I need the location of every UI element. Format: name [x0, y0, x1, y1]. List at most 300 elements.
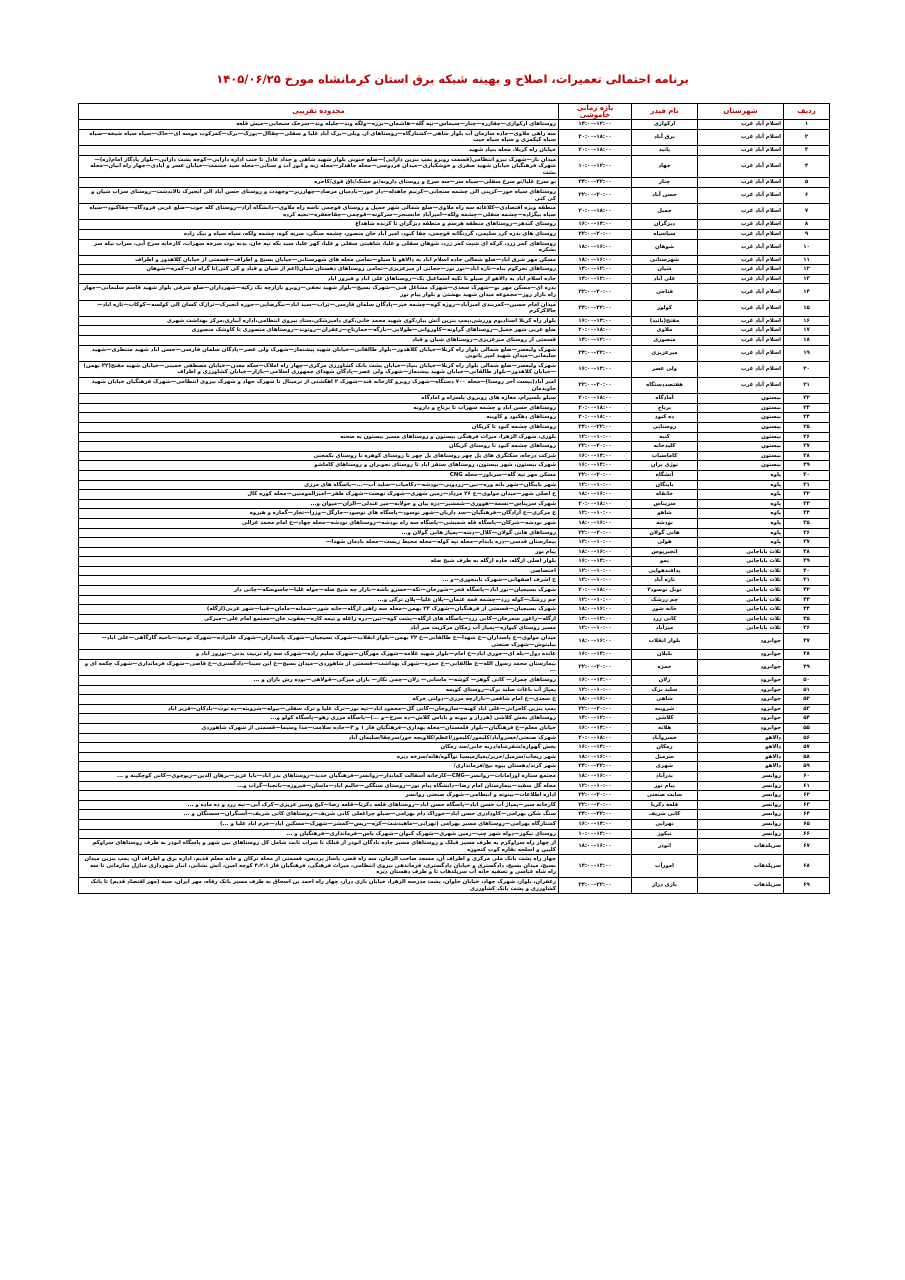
row-number-cell: ۱۸: [784, 336, 830, 346]
table-row: [79, 723, 830, 733]
row-number-cell: ۶۱: [784, 781, 830, 791]
table-row: [79, 624, 830, 634]
table-row: [79, 155, 830, 178]
area-cell: میدان مولوی—خ پاسداران—خ شهدا—خ طالقانی—خ ۲۲ بهمن—بلوار انقلاب—شهرک بسیجیان—شهرک پاسداران—شهرک علیزاده—شهرک توحید—ناحیه گارگاهی—علی اباد—بیلیتوش—شهرک صنعتی: [79, 634, 559, 650]
county-cell: پاوه: [698, 509, 784, 519]
county-cell: جوانرود: [698, 695, 784, 705]
county-cell: بیستون: [698, 442, 784, 452]
row-number-cell: ۹: [784, 229, 830, 239]
feeder-name-cell: بدرآباد: [632, 771, 698, 781]
outage-time-cell: ۱۴:۰۰–۱۶:۰۰: [559, 557, 632, 567]
outage-time-cell: ۱۶:۰۰–۱۸:۰۰: [559, 771, 632, 781]
feeder-name-cell: حمزه: [632, 659, 698, 675]
county-cell: دالاهو: [698, 752, 784, 762]
area-cell: امیر آباد(بیست آخر روستا)—محله ۷۰۰ دستگاه—شهرک روبرو کارخانه قند—شهرک ۲ اهکشتی از ترمینال تا شهرک جهاد و شهرک نیروی انتظامی—شهرک فرهنگیان خیابان شهید جاویدمان: [79, 378, 559, 394]
header-row-number: ردیف: [784, 104, 830, 120]
area-cell: مسکن مهر تپه گله—سرباور—محله CNG: [79, 470, 559, 480]
table-row: [79, 265, 830, 275]
outage-time-cell: ۲۰:۰۰–۲۲:۰۰: [559, 800, 632, 810]
table-row: [79, 422, 830, 432]
table-row: [79, 800, 830, 810]
table-row: [79, 762, 830, 772]
table-row: [79, 413, 830, 423]
feeder-name-cell: کلاشی: [632, 714, 698, 724]
area-cell: شهرک ولیعصر—ضلع شمالی بلوار راه کربلا—خیابان کلاهدوز—بلوار طالقانی—خیابان شهید پیشنماز—شهرک ولی عصر—پادگان سلمان فارسی—حسن اباد شهید منتظری—شهید سلیمانی—میدان شهید امیر پانوبی: [79, 345, 559, 361]
county-cell: بیستون: [698, 432, 784, 442]
table-row: [79, 345, 830, 361]
feeder-name-cell: مفتح(پاتید): [632, 316, 698, 326]
row-number-cell: ۲۴: [784, 413, 830, 423]
outage-time-cell: ۱۸:۰۰–۲۰:۰۰: [559, 394, 632, 404]
county-cell: اسلام آباد غرب: [698, 178, 784, 188]
county-cell: پاوه: [698, 538, 784, 548]
table-row: [79, 676, 830, 686]
table-row: [79, 733, 830, 743]
outage-time-cell: ۱۰:۰۰–۱۲:۰۰: [559, 509, 632, 519]
table-row: [79, 239, 830, 255]
area-cell: سیلو بلسپرام، مغازه های روبروی پلسراه و امادگاه: [79, 394, 559, 404]
county-cell: سرپلذهاب: [698, 839, 784, 855]
area-cell: سه راهی ملاوی—جاده سازمان آب بلوار شاهی—کشتارگاه—روستاهای ازـ وبلی—برک آباد علیا و سفلی—چقاال—بوزک—برک—کمرکوب موسه ای—خاک—سیاه سیاه شیخه—سیاه سیاه کیکمری و سیاه سیاه جیب: [79, 129, 559, 145]
feeder-name-cell: بلوار انقلاب: [632, 634, 698, 650]
area-cell: شهرک بسیجیان—نور اباد—پاسگاه فجر—شورخان—تکه—خسرو باشه—بازار چه شیخ صله—جوله علیا—جاسوسکه—چانی دار: [79, 586, 559, 596]
area-cell: پمپاژ آب باغات سلید برک—روستای کویمه: [79, 685, 559, 695]
row-number-cell: ۶: [784, 187, 830, 203]
outage-time-cell: ۱۸:۰۰–۲۰:۰۰: [559, 204, 632, 220]
area-cell: سنگ شکن بهرامی—کاودادری حسن اباد—خوراک دام بهرامی—سیلو چراغعلی کانی شریف—روستاهای کانی شریف—آسنگران—سسنگان و ...: [79, 810, 559, 820]
feeder-name-cell: بمو: [632, 557, 698, 567]
outage-time-cell: ۱۰:۰۰–۱۲:۰۰: [559, 781, 632, 791]
row-number-cell: ۳۳: [784, 499, 830, 509]
county-cell: پاوه: [698, 490, 784, 500]
county-cell: اسلام آباد غرب: [698, 316, 784, 326]
area-cell: ضلع غربی شهر حمیل—روستاهای گراونه—کاوروانی—طولابی—بازگه—خمارتاج—زعفران—روتوند—روستاهای منصوری تا کاوشک منصوری: [79, 326, 559, 336]
feeder-name-cell: فتاحی: [632, 284, 698, 300]
feeder-name-cell: امورآب: [632, 855, 698, 878]
outage-time-cell: ۲۲:۰۰–۲۴:۰۰: [559, 345, 632, 361]
outage-time-cell: ۱۲:۰۰–۱۴:۰۰: [559, 120, 632, 130]
feeder-name-cell: هلانه: [632, 723, 698, 733]
outage-time-cell: ۱۲:۰۰–۱۰:۰۰: [559, 829, 632, 839]
row-number-cell: ۶۶: [784, 829, 830, 839]
feeder-name-cell: حسن آباد: [632, 187, 698, 203]
county-cell: پاوه: [698, 528, 784, 538]
table-row: [79, 284, 830, 300]
table-row: [79, 378, 830, 394]
outage-time-cell: ۱۴:۰۰–۱۶:۰۰: [559, 819, 632, 829]
outage-time-cell: ۱۸:۰۰–۲۰:۰۰: [559, 129, 632, 145]
feeder-name-cell: برق آباد: [632, 129, 698, 145]
row-number-cell: ۳۹: [784, 557, 830, 567]
row-number-cell: ۱۴: [784, 284, 830, 300]
feeder-name-cell: هفتصددستگاه: [632, 378, 698, 394]
table-row: [79, 829, 830, 839]
county-cell: اسلام آباد غرب: [698, 336, 784, 346]
county-cell: ثلاث باباجانی: [698, 566, 784, 576]
table-row: [79, 839, 830, 855]
table-row: [79, 461, 830, 471]
area-cell: مجتمع ستاره اورامانات—روانسر—CNG—کارخانه آسفالت کماندار—روانسر—فرهنگیان جدید—روستاهای بدر اباد—بابا عزیز—برهان الدین—زیوجوی—کانی کوچکینه و ...: [79, 771, 559, 781]
outage-time-cell: ۱۴:۰۰–۱۶:۰۰: [559, 461, 632, 471]
feeder-name-cell: نیکوز: [632, 829, 698, 839]
area-cell: تو سرخ علیا/تو سرخ سفلی—سیاه سر—سه سرخ و روستای دارونه/تو خشک/تاق قوی/کاحره: [79, 178, 559, 188]
county-cell: اسلام آباد غرب: [698, 239, 784, 255]
table-row: [79, 451, 830, 461]
table-row: [79, 791, 830, 801]
area-cell: کارخانه سیر—پمپاژ آب حسن اباد—پاسگاه حسن اباد—روستاهای قلعه دکریا—قلعه رضا—کیخ وسیر عزیزی—کرک آبی—تپه زرد و ده ماده و ...: [79, 800, 559, 810]
table-row: [79, 361, 830, 377]
table-row: [79, 634, 830, 650]
row-number-cell: ۱۷: [784, 326, 830, 336]
row-number-cell: ۲۶: [784, 432, 830, 442]
table-row: [79, 819, 830, 829]
county-cell: اسلام آباد غرب: [698, 378, 784, 394]
area-cell: میدان امام حسین—کمربندی امیرآباد—روزه کوه—چشمه خیر—پادگان سلمان فارسی—تزاب—سید اباد—بیگرضایی—جوزه انجیرک—ترازک کسان الی کولسه—کوکاب—تازه اباد—جالاکرکرم: [79, 300, 559, 316]
row-number-cell: ۶۹: [784, 878, 830, 894]
county-cell: اسلام آباد غرب: [698, 155, 784, 178]
area-cell: اختصاصی: [79, 566, 559, 576]
county-cell: دالاهو: [698, 743, 784, 753]
outage-time-cell: ۱۶:۰۰–۱۸:۰۰: [559, 605, 632, 615]
table-row: [79, 538, 830, 548]
feeder-name-cell: زلان: [632, 676, 698, 686]
outage-time-cell: ۱۶:۰۰–۱۸:۰۰: [559, 695, 632, 705]
row-number-cell: ۱: [784, 120, 830, 130]
area-cell: کشتارگاه بهرامی—روستاهای مسیر بهرامی (نهرابی—ماهیدشت—کره—ریس—کمشر—شهرک—مسکین اباد—خرم اباد علیا و ...): [79, 819, 559, 829]
area-cell: روستاهای چشمه کبود تا روستای کریکان: [79, 442, 559, 452]
table-row: [79, 547, 830, 557]
table-row: [79, 509, 830, 519]
table-row: [79, 274, 830, 284]
row-number-cell: ۱۱: [784, 255, 830, 265]
table-row: [79, 576, 830, 586]
county-cell: اسلام آباد غرب: [698, 345, 784, 361]
table-row: [79, 316, 830, 326]
outage-time-cell: ۱۲:۰۰–۱۰:۰۰: [559, 155, 632, 178]
area-cell: روستاهای حسن اباد و چشمه سهراب تا برناج و دارونه: [79, 403, 559, 413]
feeder-name-cell: باینگان: [632, 480, 698, 490]
table-row: [79, 878, 830, 894]
county-cell: جوانرود: [698, 704, 784, 714]
county-cell: بیستون: [698, 403, 784, 413]
area-cell: خیابان معلم—خ فرهنگیان—بلوار قلمستان—محله بهداری—فرهنگیان فاز ۱ و ۲—جاده سلامت—مدا وسیما—قسمتی از شهرک شاهوردی: [79, 723, 559, 733]
feeder-name-cell: بلبلان: [632, 650, 698, 660]
outage-time-cell: ۱۰:۰۰–۱۲:۰۰: [559, 685, 632, 695]
table-row: [79, 605, 830, 615]
area-cell: بیمارستان قدسی—دره بابدام—محله تپه کوله—محله محیط زیست—محله بادمان شهدا—: [79, 538, 559, 548]
row-number-cell: ۳۰: [784, 470, 830, 480]
area-cell: روستاهای ارکوازی—چقارزه—چنار—سیماس—تپه گله—هاشمان—برزه—ولگه وند—جلیله وند—سرخک سنجابی—میش قلعه: [79, 120, 559, 130]
row-number-cell: ۳۸: [784, 547, 830, 557]
row-number-cell: ۶۴: [784, 810, 830, 820]
outage-time-cell: ۱۶:۰۰–۱۸:۰۰: [559, 634, 632, 650]
area-cell: روستای نیکوز—دوله شهر چپ—زمین شهری—شهرک کیوان—شهرک یاس—فرمانداری—فرهنگیان و ...: [79, 829, 559, 839]
county-cell: اسلام آباد غرب: [698, 284, 784, 300]
outage-time-cell: ۱۰:۰۰–۱۲:۰۰: [559, 595, 632, 605]
feeder-name-cell: روستایی: [632, 422, 698, 432]
outage-time-cell: ۱۰:۰۰–۱۲:۰۰: [559, 576, 632, 586]
feeder-name-cell: زمکان: [632, 743, 698, 753]
area-cell: بخش گهواره/شفرشاه/دربه خانی/سد زمکان: [79, 743, 559, 753]
county-cell: روانسر: [698, 819, 784, 829]
outage-time-cell: ۱۶:۰۰–۱۸:۰۰: [559, 490, 632, 500]
county-cell: اسلام آباد غرب: [698, 300, 784, 316]
row-number-cell: ۴۵: [784, 614, 830, 624]
outage-time-cell: ۱۲:۰۰–۱۴:۰۰: [559, 265, 632, 275]
outage-time-cell: ۲۰:۰۰–۲۲:۰۰: [559, 229, 632, 239]
row-number-cell: ۴۴: [784, 605, 830, 615]
row-number-cell: ۵: [784, 178, 830, 188]
feeder-name-cell: شهرستانی: [632, 255, 698, 265]
row-number-cell: ۴: [784, 155, 830, 178]
county-cell: روانسر: [698, 771, 784, 781]
outage-time-cell: ۲۰:۰۰–۲۲:۰۰: [559, 528, 632, 538]
table-row: [79, 432, 830, 442]
outage-time-cell: ۲۰:۰۰–۲۲:۰۰: [559, 704, 632, 714]
outage-time-cell: ۱۲:۰۰–۱۴:۰۰: [559, 855, 632, 878]
county-cell: ثلاث باباجانی: [698, 624, 784, 634]
county-cell: جوانرود: [698, 659, 784, 675]
outage-time-cell: ۲۰:۰۰–۲۲:۰۰: [559, 378, 632, 394]
outage-time-cell: ۲۲:۰۰–۲۴:۰۰: [559, 300, 632, 316]
row-number-cell: ۴۱: [784, 576, 830, 586]
feeder-name-cell: خانه شور: [632, 605, 698, 615]
row-number-cell: ۲۲: [784, 394, 830, 404]
feeder-name-cell: کنبه: [632, 432, 698, 442]
feeder-name-cell: کلیدخانه: [632, 442, 698, 452]
feeder-name-cell: ده کبود: [632, 413, 698, 423]
row-number-cell: ۳۵: [784, 518, 830, 528]
area-cell: شهر کرند/دهستان بیوه نیج/فرمانداری/: [79, 762, 559, 772]
feeder-name-cell: بازی دراز: [632, 878, 698, 894]
feeder-name-cell: ملاوی: [632, 326, 698, 336]
county-cell: ثلاث باباجانی: [698, 547, 784, 557]
row-number-cell: ۳: [784, 145, 830, 155]
county-cell: روانسر: [698, 800, 784, 810]
row-number-cell: ۸: [784, 220, 830, 230]
county-cell: پاوه: [698, 480, 784, 490]
county-cell: ثلاث باباجانی: [698, 605, 784, 615]
table-row: [79, 659, 830, 675]
area-cell: روستاهای چمزار— کانی گوهر— کوشه— ماسانی— زلان—چمی نکار— باران میرکی—قولاهی—نوده رش باران و ...: [79, 676, 559, 686]
feeder-name-cell: شاهو: [632, 509, 698, 519]
row-number-cell: ۵۲: [784, 695, 830, 705]
table-row: [79, 752, 830, 762]
header-feeder-name: نام فیدر: [632, 104, 698, 120]
row-number-cell: ۴۹: [784, 659, 830, 675]
feeder-name-cell: دیزگران: [632, 220, 698, 230]
row-number-cell: ۳۱: [784, 480, 830, 490]
outage-time-cell: ۱۰:۰۰–۱۲:۰۰: [559, 432, 632, 442]
county-cell: جوانرود: [698, 634, 784, 650]
outage-time-cell: ۱۰:۰۰–۱۲:۰۰: [559, 538, 632, 548]
area-cell: روستاهای چشمه کبود تا کریکان: [79, 422, 559, 432]
county-cell: روانسر: [698, 781, 784, 791]
row-number-cell: ۳۷: [784, 538, 830, 548]
area-cell: روستاهای دهکبود و کاوینه: [79, 413, 559, 423]
table-body: [79, 120, 830, 894]
feeder-name-cell: کانی زرد: [632, 614, 698, 624]
area-cell: شهر ریجاب/سرمیل/حریر/پمپاژمیسیا نوآگوه/هانه/سرخه دیزه: [79, 752, 559, 762]
county-cell: بیستون: [698, 394, 784, 404]
row-number-cell: ۵۹: [784, 762, 830, 772]
area-cell: روستاهای بخش کلاشی (هرزاز و بیونه و باباس کلاش—ده سرخ—و ...)—پاسگاه مرزی رهو—پاسگاه کولو و...: [79, 714, 559, 724]
row-number-cell: ۵۸: [784, 752, 830, 762]
outage-time-cell: ۲۰:۰۰–۲۲:۰۰: [559, 659, 632, 675]
table-row: [79, 810, 830, 820]
county-cell: اسلام آباد غرب: [698, 120, 784, 130]
table-row: [79, 229, 830, 239]
feeder-name-cell: شوهان: [632, 239, 698, 255]
table-row: [79, 145, 830, 155]
feeder-name-cell: کانی شریف: [632, 810, 698, 820]
row-number-cell: ۶۲: [784, 791, 830, 801]
table-row: [79, 528, 830, 538]
row-number-cell: ۲: [784, 129, 830, 145]
area-cell: شهرک صنعتی/خسروآباد/کلیمور/کلیمور/اعظم/کلاویجه خور/سرچقا/سلیمان آباد: [79, 733, 559, 743]
feeder-name-cell: پاتید: [632, 145, 698, 155]
row-number-cell: ۴۸: [784, 650, 830, 660]
table-row: [79, 403, 830, 413]
feeder-name-cell: خسروآباد: [632, 733, 698, 743]
row-number-cell: ۱۹: [784, 345, 830, 361]
table-header: [79, 104, 830, 120]
outage-time-cell: ۱۴:۰۰–۱۶:۰۰: [559, 361, 632, 377]
feeder-name-cell: قلعه دکریا: [632, 800, 698, 810]
outage-time-cell: ۱۶:۰۰–۱۸:۰۰: [559, 752, 632, 762]
county-cell: ثلاث باباجانی: [698, 614, 784, 624]
outage-time-cell: ۱۰:۰۰–۱۲:۰۰: [559, 624, 632, 634]
feeder-name-cell: هانی گولان: [632, 528, 698, 538]
area-cell: روستای کندهر—روستاهای منطقه هرسم و منطقه دیزگران تا کرنده شاهداغ: [79, 220, 559, 230]
row-number-cell: ۵۰: [784, 676, 830, 686]
outage-time-cell: ۱۸:۰۰–۲۰:۰۰: [559, 413, 632, 423]
row-number-cell: ۵۱: [784, 685, 830, 695]
table-row: [79, 442, 830, 452]
area-cell: محله گل سفید—بیمارستان امام رضا—دانشگاه پیام نور—روستای سنگکن—خالیم اباد—ماسان—فیروزه—بانجبا—گراب و...: [79, 781, 559, 791]
county-cell: اسلام آباد غرب: [698, 220, 784, 230]
outage-time-cell: ۱۸:۰۰–۲۰:۰۰: [559, 145, 632, 155]
outage-time-cell: ۱۶:۰۰–۱۸:۰۰: [559, 547, 632, 557]
outage-time-cell: ۱۴:۰۰–۱۶:۰۰: [559, 451, 632, 461]
row-number-cell: ۳۶: [784, 528, 830, 538]
area-cell: شهرک بسیجیان—قسمتی از فرهنگیان—شهرک ۲۲ بهمن—محله سه راهی ازگله—خانه شور—شمانه—مامان—قبیا—شهر غربی(ازگله): [79, 605, 559, 615]
area-cell: خ سعدی—خ امام شافعی—بازارچه مرزی—دولتی خرکه: [79, 695, 559, 705]
county-cell: اسلام آباد غرب: [698, 129, 784, 145]
row-number-cell: ۶۸: [784, 855, 830, 878]
area-cell: بلوار اصلی ازگله، جاده ازگله به طرف شیخ صله: [79, 557, 559, 567]
row-number-cell: ۲۳: [784, 403, 830, 413]
area-cell: روستاهای نخرکوم بناه—تازه اباد—نور نور—ججانی از میرعزیزی—تمامی روستاهای دهستان شیان(اعم از شیان و قباد و کی کنی)تا گراه ای—کمره—شوهان: [79, 265, 559, 275]
header-row: [79, 104, 830, 120]
feeder-name-cell: انجیرپوس: [632, 547, 698, 557]
row-number-cell: ۲۸: [784, 451, 830, 461]
county-cell: بیستون: [698, 451, 784, 461]
row-number-cell: ۴۷: [784, 634, 830, 650]
feeder-name-cell: سایت صنعتی: [632, 791, 698, 801]
outage-time-cell: ۱۶:۰۰–۱۸:۰۰: [559, 239, 632, 255]
outage-time-cell: ۲۰:۰۰–۲۲:۰۰: [559, 791, 632, 801]
table-row: [79, 695, 830, 705]
area-cell: میدان باز—شهرک نیرو انتظامی(قسمت روبرو پمپ بنزین دارایی)—ضلع جنوبی بلوار شهید شاهی و حداد عادل تا جنب اداره دارایی—کوچه پشت دارایی—بلوار یادگار امام(ره)—شهرک فرهنگیان خیابان شهید صفری و خوشکباری—میدان فردوسی—محله جاهدلر—محله زبه و انور آب و سنانی—محله سید حشمت—خیابان عسر و آبادی—جهار راه ابیان—محله بشت: [79, 155, 559, 178]
row-number-cell: ۶۵: [784, 819, 830, 829]
table-row: [79, 704, 830, 714]
table-row: [79, 394, 830, 404]
area-cell: بلوری، شهرک الزهرا، میرات فرهنگی بیستون و روستاهای مسیر بیستون به صحنه: [79, 432, 559, 442]
feeder-name-cell: کولور: [632, 300, 698, 316]
row-number-cell: ۴۰: [784, 566, 830, 576]
outage-time-cell: ۲۰:۰۰–۲۲:۰۰: [559, 442, 632, 452]
county-cell: ثلاث باباجانی: [698, 586, 784, 596]
outage-time-cell: ۲۲:۰۰–۲۴:۰۰: [559, 762, 632, 772]
county-cell: بیستون: [698, 461, 784, 471]
outage-time-cell: ۲۲:۰۰–۲۴:۰۰: [559, 178, 632, 188]
county-cell: بیستون: [698, 413, 784, 423]
row-number-cell: ۲۹: [784, 461, 830, 471]
county-cell: روانسر: [698, 791, 784, 801]
area-cell: روستای های بدره کرد سلیمی، گردنگانه قوچمی، چقا کبود، امیر آباد خان منصور، چشمه سنگی، سربه کوه، چشمه ولکه، سیاه سیاه و بیک زاده: [79, 229, 559, 239]
header-outage-time: بازه زمانی خاموشی: [559, 104, 632, 120]
feeder-name-cell: آتشگاه: [632, 470, 698, 480]
outage-time-cell: ۱۴:۰۰–۱۶:۰۰: [559, 650, 632, 660]
outage-time-cell: ۱۴:۰۰–۱۶:۰۰: [559, 220, 632, 230]
table-row: [79, 518, 830, 528]
feeder-name-cell: آمادگاه: [632, 394, 698, 404]
row-number-cell: ۲۵: [784, 422, 830, 432]
feeder-name-cell: پدافندهوایی: [632, 566, 698, 576]
table-row: [79, 336, 830, 346]
area-cell: خیابان راه کربلا، محله بنیاد شهید: [79, 145, 559, 155]
area-cell: شهرک بیستون، شهر بیستون، روستاهای ستقر اباد تا روستای نجوبران و روستاهای کاماشو: [79, 461, 559, 471]
feeder-name-cell: میرآباد: [632, 624, 698, 634]
area-cell: مسکن مهر شرق اباد—ضلع شمالی جاده اسلام اباد به دالاهو تا سیلو—تمامی محله های شهرستانی—خیابان بسیج و اطراف—قسمتی از خیابان کلاهدوز و اطراف: [79, 255, 559, 265]
area-cell: مسیر روستای کیواره—پمپاژ آب زمکان مرکزیت میر آباد: [79, 624, 559, 634]
feeder-name-cell: جهاد: [632, 155, 698, 178]
row-number-cell: ۵۵: [784, 723, 830, 733]
row-number-cell: ۴۲: [784, 586, 830, 596]
row-number-cell: ۲۷: [784, 442, 830, 452]
county-cell: اسلام آباد غرب: [698, 145, 784, 155]
county-cell: ثلاث باباجانی: [698, 557, 784, 567]
area-cell: جاده اسلام اباد به دالاهو از سیلو تا تکیه اسماعیل بک—روستاهای علی اباد و فیروز اباد: [79, 274, 559, 284]
feeder-name-cell: خانقاه: [632, 490, 698, 500]
area-cell: بیمارستان محمد رسول الله—خ طالقانی—خ حمزه—شهرک بهداشت—قسمتی از شاهوردی—میدان بسیج—خ ابن سینا—دادگستری—خ قاضی—شهرک فرمانداری—شهرک چکمه ای و ...: [79, 659, 559, 675]
outage-time-cell: ۱۸:۰۰–۲۰:۰۰: [559, 586, 632, 596]
outage-time-cell: ۱۲:۰۰–۱۴:۰۰: [559, 714, 632, 724]
feeder-name-cell: تونل نوسود۲: [632, 586, 698, 596]
table-row: [79, 204, 830, 220]
outage-time-cell: ۱۲:۰۰–۱۴:۰۰: [559, 274, 632, 284]
table-row: [79, 743, 830, 753]
outage-time-cell: ۱۴:۰۰–۱۶:۰۰: [559, 723, 632, 733]
outage-time-cell: ۱۸:۰۰–۲۰:۰۰: [559, 733, 632, 743]
area-cell: بلوار راه کربلا استادیوم ورزشی،پمپ بنزین آتش بیار،کوی شهید محمد خانی،کوی دامپزشکی،ستاد نیروی انتظامی،اداره آبیاری،مرکز بهداشت شهری: [79, 316, 559, 326]
area-cell: چهار راه پشت بانک ملی مرکزی و اطراف آن، مسجد صاحب الزمان، سه راه قصر، پاساژ پردیس، قسمتی از محله ترکان و خانه معلم قدیم، اداره برق و اطراف آن، پمپ بنزین میدان بسیج، میدان بسیج، دادگستری و خیابان دادگستری، فرماندهی نیروی انتظامی، میراث فرهنگی، فرهنگیان فاز ۴،۲،۱ کوچه امین، آتش نشانی، انبار شهرداری منازل سازمانی تا سه راه شاه عباسی و تصفیه خانه آب سرپلذهاب تا و طرف دهستان دیره: [79, 855, 559, 878]
row-number-cell: ۳۲: [784, 490, 830, 500]
area-cell: شهر باینگان—شهر بانه وره—نین—زردویی—نودشه—دکامیاب—سلید آب—...—پاسگاه های مرزی: [79, 480, 559, 490]
outage-time-cell: ۱۰:۰۰–۱۲:۰۰: [559, 566, 632, 576]
header-area: محدوده تقریبی: [79, 104, 559, 120]
outage-time-cell: ۱۴:۰۰–۱۶:۰۰: [559, 743, 632, 753]
area-cell: پیام نور: [79, 547, 559, 557]
outage-time-cell: ۱۶:۰۰–۱۸:۰۰: [559, 518, 632, 528]
county-cell: اسلام آباد غرب: [698, 229, 784, 239]
county-cell: پاوه: [698, 518, 784, 528]
county-cell: اسلام آباد غرب: [698, 255, 784, 265]
page-title: برنامه احتمالی تعمیرات، اصلاح و بهینه شبکه برق استان کرمانشاه مورخ ۱۴۰۵/۰۶/۲۵: [216, 72, 689, 86]
area-cell: خ مرکزی—خ آزادگان—فرهنگیان—سد داریان—شهر نوسود—پاسگاه های نوسود—جارگل—وزرا—تخار—گماره و هیروه: [79, 509, 559, 519]
feeder-name-cell: انوذر: [632, 839, 698, 855]
